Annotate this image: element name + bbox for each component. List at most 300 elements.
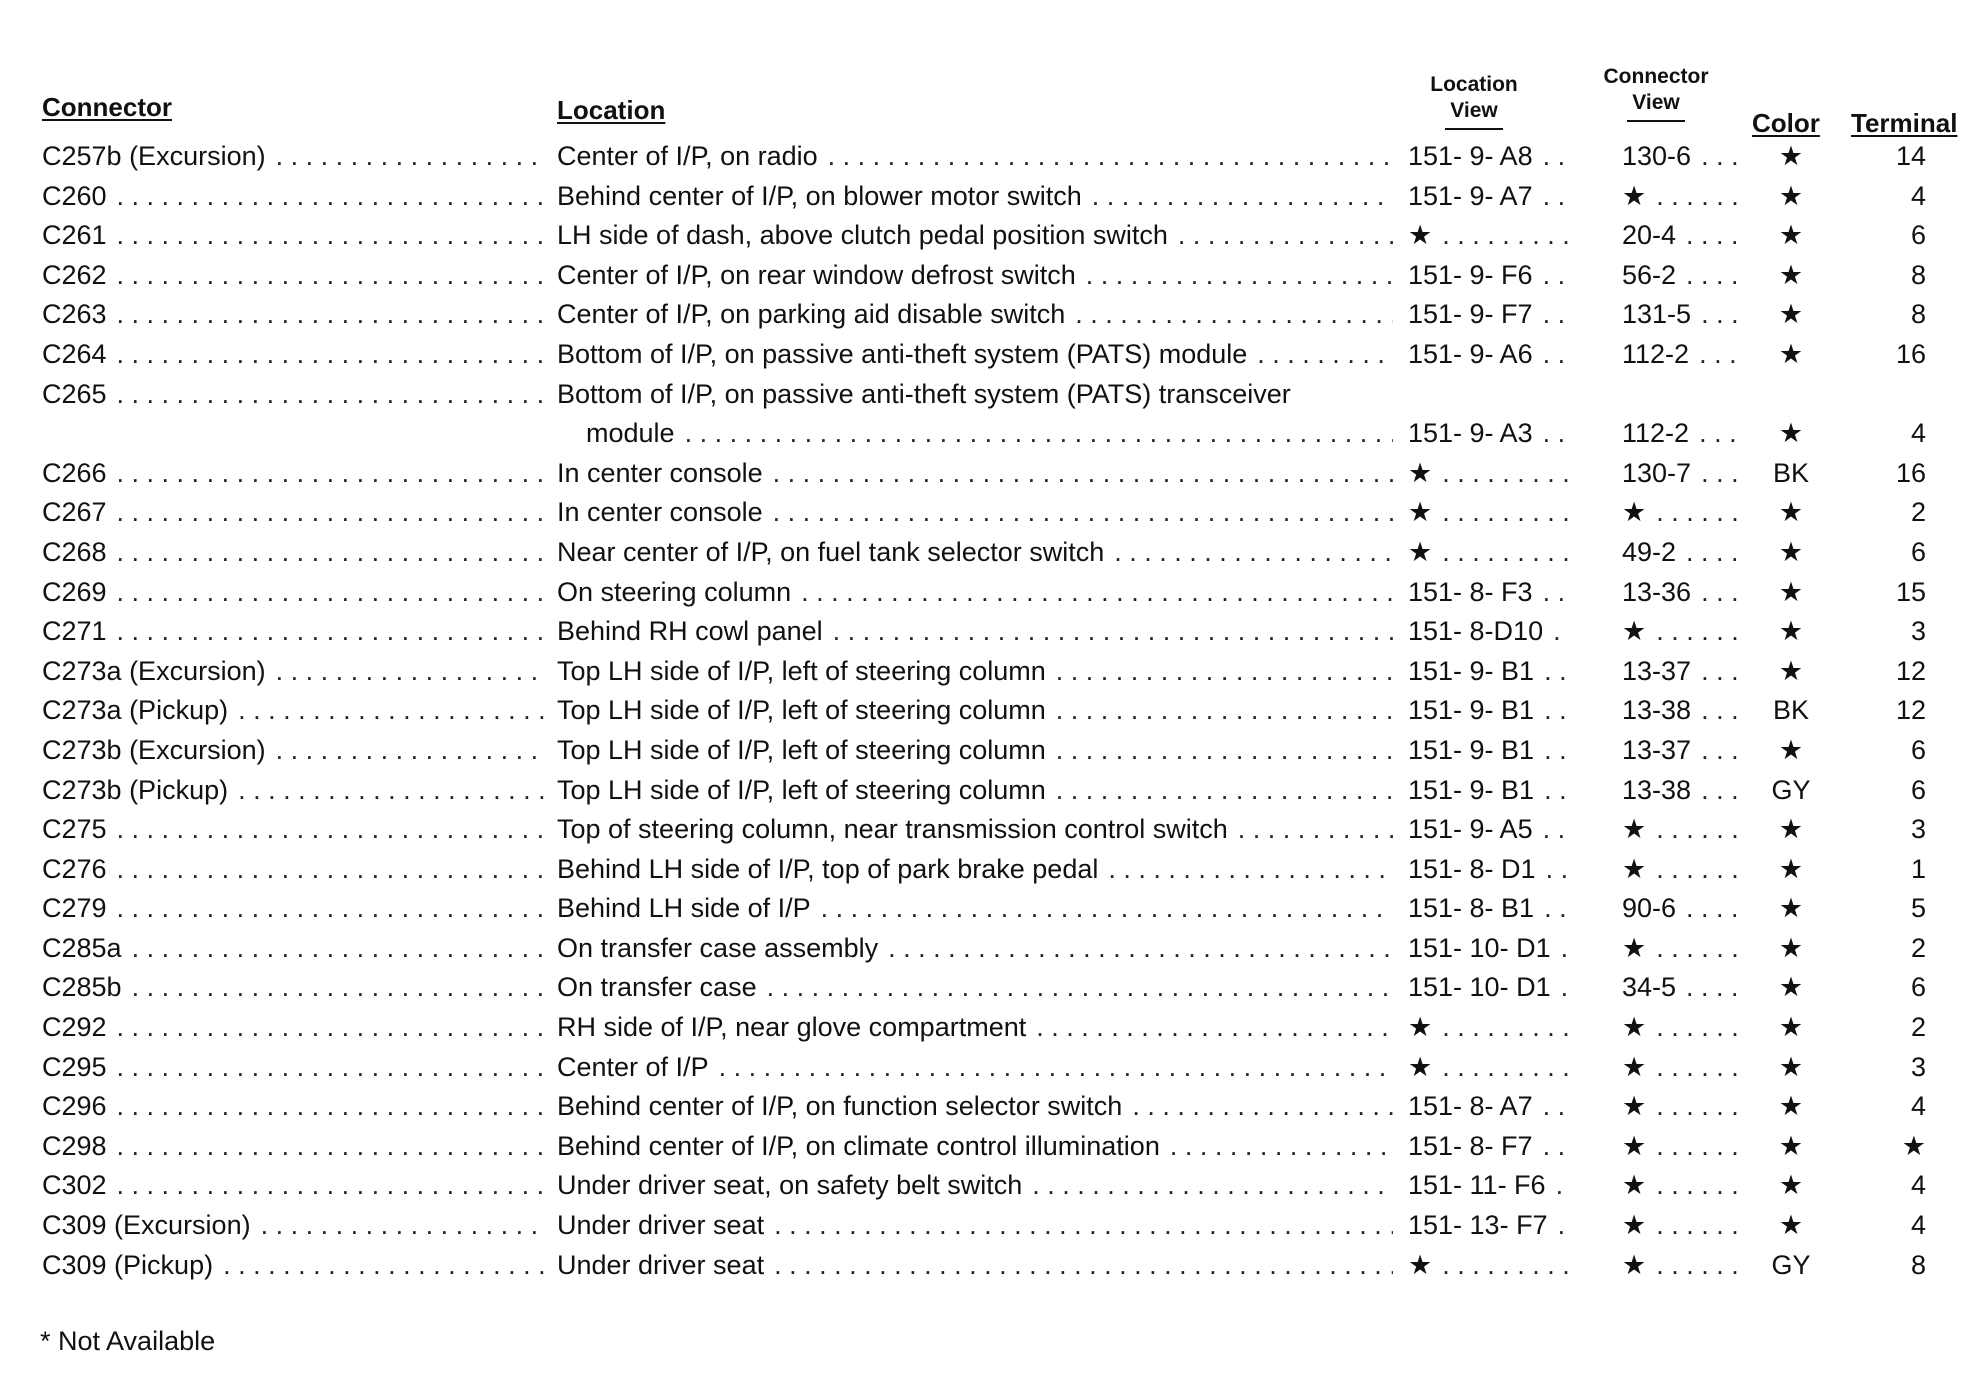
table-row bbox=[0, 375, 1980, 454]
location-cell-text: Top LH side of I/P, left of steering column bbox=[557, 774, 1046, 805]
dot-leader bbox=[1442, 1008, 1568, 1048]
color-cell-text: ★ bbox=[1778, 1051, 1804, 1082]
color-cell bbox=[1758, 850, 1824, 890]
dot-leader bbox=[117, 850, 546, 890]
terminal-cell-text: 6 bbox=[1910, 734, 1926, 765]
dot-leader bbox=[117, 1087, 546, 1127]
connector-view-cell bbox=[1622, 850, 1744, 890]
dot-leader bbox=[1686, 968, 1744, 1008]
color-cell bbox=[1758, 177, 1824, 217]
connector-view-cell bbox=[1622, 771, 1744, 811]
terminal-cell bbox=[1832, 1206, 1926, 1246]
header-rule bbox=[1445, 128, 1503, 130]
dot-leader bbox=[1086, 256, 1393, 296]
color-cell-text: ★ bbox=[1778, 536, 1804, 567]
color-cell bbox=[1758, 454, 1824, 494]
dot-leader bbox=[117, 454, 546, 494]
color-cell bbox=[1758, 1087, 1824, 1127]
table-row bbox=[0, 612, 1980, 652]
dot-leader bbox=[1556, 1166, 1568, 1206]
color-cell bbox=[1758, 731, 1824, 771]
table-row bbox=[0, 1127, 1980, 1167]
terminal-cell bbox=[1832, 414, 1926, 454]
location-cell-text: Under driver seat bbox=[557, 1210, 765, 1241]
location-view-cell bbox=[1408, 929, 1568, 969]
dot-leader bbox=[117, 216, 546, 256]
connector-view-cell bbox=[1622, 335, 1744, 375]
connector-view-cell bbox=[1622, 968, 1744, 1008]
location-view-cell bbox=[1408, 1246, 1568, 1286]
connector-view-cell-text: 13-38 bbox=[1622, 774, 1692, 805]
terminal-cell-text: ★ bbox=[1901, 1130, 1926, 1161]
connector-cell-text: C257b (Excursion) bbox=[42, 141, 266, 171]
terminal-cell-text: 2 bbox=[1910, 932, 1926, 963]
dot-leader bbox=[132, 968, 546, 1008]
terminal-cell-text: 3 bbox=[1910, 616, 1926, 647]
table-row bbox=[0, 771, 1980, 811]
connector-view-cell-text: 56-2 bbox=[1622, 259, 1677, 290]
connector-view-cell bbox=[1622, 493, 1744, 533]
location-cell-text: On transfer case assembly bbox=[557, 932, 879, 963]
table-row bbox=[0, 1048, 1980, 1088]
location-view-cell-text: ★ bbox=[1408, 1012, 1433, 1043]
dot-leader bbox=[1686, 216, 1744, 256]
connector-cell-text: C263 bbox=[42, 299, 107, 330]
connector-cell bbox=[42, 1166, 546, 1206]
dot-leader bbox=[1544, 771, 1568, 811]
dot-leader bbox=[719, 1048, 1393, 1088]
terminal-cell bbox=[1832, 335, 1926, 375]
connector-cell-text: C262 bbox=[42, 259, 107, 290]
terminal-cell bbox=[1832, 810, 1926, 850]
connector-view-cell bbox=[1622, 1048, 1744, 1088]
connector-cell-text: C296 bbox=[42, 1091, 107, 1122]
table-row bbox=[0, 1246, 1980, 1286]
terminal-cell-text: 5 bbox=[1910, 893, 1926, 924]
table-row bbox=[0, 652, 1980, 692]
location-cell bbox=[557, 929, 1393, 969]
connector-view-cell bbox=[1622, 1206, 1744, 1246]
dot-leader bbox=[833, 612, 1393, 652]
color-cell-text: ★ bbox=[1778, 299, 1804, 330]
dot-leader bbox=[238, 691, 546, 731]
connector-view-cell bbox=[1622, 414, 1744, 454]
dot-leader bbox=[1032, 1166, 1393, 1206]
color-cell bbox=[1758, 493, 1824, 533]
table-row bbox=[0, 929, 1980, 969]
location-cell bbox=[557, 612, 1393, 652]
terminal-cell-text: 4 bbox=[1910, 1091, 1926, 1122]
connector-cell-text: C267 bbox=[42, 497, 107, 528]
location-cell-text: Behind RH cowl panel bbox=[557, 616, 823, 647]
connector-view-cell bbox=[1622, 1087, 1744, 1127]
header-connector: Connector bbox=[42, 92, 172, 122]
dot-leader bbox=[1656, 177, 1744, 217]
location-view-cell bbox=[1408, 256, 1568, 296]
location-cell bbox=[557, 1206, 1393, 1246]
dot-leader bbox=[1558, 1206, 1568, 1246]
location-cell-text: Behind LH side of I/P, top of park brake pedal bbox=[557, 853, 1099, 884]
connector-view-cell-text: ★ bbox=[1622, 1210, 1647, 1241]
location-view-cell bbox=[1408, 1048, 1568, 1088]
dot-leader bbox=[1686, 256, 1744, 296]
terminal-cell bbox=[1832, 1127, 1926, 1167]
location-view-cell-text: ★ bbox=[1408, 497, 1433, 528]
connector-view-cell bbox=[1622, 810, 1744, 850]
terminal-cell bbox=[1832, 295, 1926, 335]
color-cell-text: ★ bbox=[1778, 1091, 1804, 1122]
connector-cell bbox=[42, 256, 546, 296]
dot-leader bbox=[774, 1206, 1393, 1246]
location-view-cell-text: 151- 8- F7 bbox=[1408, 1130, 1533, 1161]
color-cell bbox=[1758, 533, 1824, 573]
location-cell-text: Top LH side of I/P, left of steering column bbox=[557, 734, 1046, 765]
terminal-cell bbox=[1832, 731, 1926, 771]
location-cell-text: Behind LH side of I/P bbox=[557, 893, 811, 924]
terminal-cell-text: 4 bbox=[1910, 418, 1926, 449]
connector-cell-text: C273a (Pickup) bbox=[42, 695, 229, 726]
dot-leader bbox=[1544, 889, 1568, 929]
connector-cell bbox=[42, 375, 546, 415]
location-cell-text: Center of I/P, on radio bbox=[557, 141, 818, 171]
location-cell bbox=[557, 1008, 1393, 1048]
location-view-cell bbox=[1408, 810, 1568, 850]
connector-cell bbox=[42, 493, 546, 533]
footnote: * Not Available bbox=[40, 1326, 216, 1356]
dot-leader bbox=[1656, 493, 1744, 533]
location-cell-text: Behind center of I/P, on blower motor switch bbox=[557, 180, 1082, 211]
header-connector-view bbox=[1596, 64, 1716, 122]
dot-leader bbox=[1036, 1008, 1393, 1048]
color-cell-text: ★ bbox=[1778, 655, 1804, 686]
connector-view-cell-text: ★ bbox=[1622, 1130, 1647, 1161]
location-cell bbox=[557, 652, 1393, 692]
dot-leader bbox=[1056, 691, 1393, 731]
location-view-cell-text: ★ bbox=[1408, 457, 1433, 488]
connector-cell bbox=[42, 691, 546, 731]
color-cell bbox=[1758, 256, 1824, 296]
dot-leader bbox=[1699, 414, 1744, 454]
header-location-view bbox=[1414, 72, 1534, 130]
location-view-cell-text: 151- 9- F6 bbox=[1408, 259, 1533, 290]
connector-view-cell-text: 112-2 bbox=[1622, 418, 1690, 449]
terminal-cell bbox=[1832, 177, 1926, 217]
terminal-cell bbox=[1832, 454, 1926, 494]
dot-leader bbox=[1656, 810, 1744, 850]
color-cell-text: BK bbox=[1772, 457, 1810, 488]
dot-leader bbox=[1561, 929, 1568, 969]
location-view-cell bbox=[1408, 216, 1568, 256]
connector-view-cell bbox=[1622, 177, 1744, 217]
dot-leader bbox=[117, 335, 546, 375]
location-view-cell-text: 151- 10- D1 bbox=[1408, 932, 1551, 963]
dot-leader bbox=[1701, 771, 1744, 811]
location-cell-text: RH side of I/P, near glove compartment bbox=[557, 1012, 1027, 1043]
header-terminal: Terminal bbox=[1851, 108, 1958, 138]
location-cell-text: On transfer case bbox=[557, 972, 757, 1003]
dot-leader bbox=[132, 929, 546, 969]
location-view-cell-text: 151- 9- B1 bbox=[1408, 774, 1535, 805]
connector-view-cell-text: 13-36 bbox=[1622, 576, 1692, 607]
dot-leader bbox=[276, 652, 546, 692]
dot-leader bbox=[1170, 1127, 1393, 1167]
dot-leader bbox=[1656, 1246, 1744, 1286]
location-cell-line2-text: module bbox=[586, 418, 675, 449]
connector-cell-text: C302 bbox=[42, 1170, 107, 1201]
connector-cell-text: C266 bbox=[42, 457, 107, 488]
dot-leader bbox=[276, 731, 546, 771]
terminal-cell bbox=[1832, 1087, 1926, 1127]
connector-view-cell-text: 131-5 bbox=[1622, 299, 1692, 330]
header-rule bbox=[1627, 120, 1685, 122]
connector-view-cell-text: 112-2 bbox=[1622, 338, 1690, 369]
terminal-cell-text: 2 bbox=[1910, 1012, 1926, 1043]
color-cell bbox=[1758, 1048, 1824, 1088]
connector-view-cell-text: 13-38 bbox=[1622, 695, 1692, 726]
location-cell bbox=[557, 968, 1393, 1008]
dot-leader bbox=[1656, 929, 1744, 969]
color-cell bbox=[1758, 810, 1824, 850]
location-cell bbox=[557, 295, 1393, 335]
location-view-cell-text: 151- 8- A7 bbox=[1408, 1091, 1533, 1122]
table-row bbox=[0, 295, 1980, 335]
location-view-cell-text: 151- 8- F3 bbox=[1408, 576, 1533, 607]
connector-cell bbox=[42, 295, 546, 335]
dot-leader bbox=[1544, 691, 1568, 731]
color-cell bbox=[1758, 1166, 1824, 1206]
connector-cell bbox=[42, 1127, 546, 1167]
dot-leader bbox=[1092, 177, 1393, 217]
dot-leader bbox=[1543, 1127, 1568, 1167]
connector-cell-text: C273b (Pickup) bbox=[42, 774, 229, 805]
connector-view-cell bbox=[1622, 1166, 1744, 1206]
color-cell bbox=[1758, 335, 1824, 375]
color-cell bbox=[1758, 771, 1824, 811]
connector-cell-text: C273a (Excursion) bbox=[42, 655, 266, 686]
dot-leader bbox=[117, 1048, 546, 1088]
dot-leader bbox=[828, 137, 1393, 177]
header-connector-view-line2: View bbox=[1632, 91, 1680, 114]
connector-cell bbox=[42, 810, 546, 850]
dot-leader bbox=[1543, 335, 1568, 375]
location-view-cell-text: ★ bbox=[1408, 220, 1433, 251]
dot-leader bbox=[117, 1166, 546, 1206]
terminal-cell-text: 6 bbox=[1910, 536, 1926, 567]
connector-cell-text: C265 bbox=[42, 378, 107, 409]
location-cell bbox=[557, 1048, 1393, 1088]
connector-cell-text: C271 bbox=[42, 616, 107, 647]
location-view-cell bbox=[1408, 691, 1568, 731]
color-cell bbox=[1758, 414, 1824, 454]
location-view-cell-text: 151- 10- D1 bbox=[1408, 972, 1551, 1003]
color-cell-text: ★ bbox=[1778, 1170, 1804, 1201]
table-row bbox=[0, 731, 1980, 771]
color-cell-text: GY bbox=[1771, 774, 1811, 805]
dot-leader bbox=[1553, 612, 1568, 652]
terminal-cell-text: 6 bbox=[1910, 972, 1926, 1003]
connector-cell bbox=[42, 929, 546, 969]
connector-view-cell bbox=[1622, 1008, 1744, 1048]
color-cell-text: ★ bbox=[1778, 497, 1804, 528]
location-view-cell-text: ★ bbox=[1408, 1051, 1433, 1082]
location-view-cell-text: 151- 9- B1 bbox=[1408, 655, 1535, 686]
color-cell-text: ★ bbox=[1778, 853, 1804, 884]
location-cell bbox=[557, 216, 1393, 256]
connector-view-cell bbox=[1622, 533, 1744, 573]
table-row bbox=[0, 1008, 1980, 1048]
location-view-cell-text: 151- 9- F7 bbox=[1408, 299, 1533, 330]
connector-view-cell-text: 130-7 bbox=[1622, 457, 1692, 488]
location-view-cell-text: 151- 9- B1 bbox=[1408, 695, 1535, 726]
dot-leader bbox=[1108, 850, 1393, 890]
dot-leader bbox=[117, 493, 546, 533]
table-row bbox=[0, 573, 1980, 613]
connector-view-cell-text: ★ bbox=[1622, 853, 1647, 884]
location-cell-text: Top LH side of I/P, left of steering column bbox=[557, 695, 1046, 726]
dot-leader bbox=[1056, 731, 1393, 771]
location-cell-text: Top LH side of I/P, left of steering column bbox=[557, 655, 1046, 686]
dot-leader bbox=[117, 1008, 546, 1048]
header-location: Location bbox=[557, 95, 666, 125]
terminal-cell bbox=[1832, 691, 1926, 731]
connector-view-cell-text: ★ bbox=[1622, 1012, 1647, 1043]
dot-leader bbox=[276, 137, 546, 177]
color-cell-text: ★ bbox=[1778, 141, 1804, 171]
dot-leader bbox=[773, 493, 1393, 533]
location-view-cell-text: 151- 9- A3 bbox=[1408, 418, 1533, 449]
color-cell-text: ★ bbox=[1778, 734, 1804, 765]
table-row bbox=[0, 216, 1980, 256]
connector-view-cell bbox=[1622, 137, 1744, 177]
dot-leader bbox=[1701, 295, 1744, 335]
color-cell bbox=[1758, 1127, 1824, 1167]
location-view-cell-text: 151- 11- F6 bbox=[1408, 1170, 1546, 1201]
dot-leader bbox=[1442, 216, 1568, 256]
connector-view-cell-text: ★ bbox=[1622, 497, 1647, 528]
location-cell bbox=[557, 1166, 1393, 1206]
location-cell-text: On steering column bbox=[557, 576, 792, 607]
connector-view-cell bbox=[1622, 929, 1744, 969]
connector-view-cell bbox=[1622, 731, 1744, 771]
connector-view-cell-text: 90-6 bbox=[1622, 893, 1677, 924]
color-cell bbox=[1758, 216, 1824, 256]
location-cell bbox=[557, 335, 1393, 375]
location-view-cell bbox=[1408, 850, 1568, 890]
connector-cell-text: C309 (Excursion) bbox=[42, 1210, 251, 1241]
terminal-cell-text: 6 bbox=[1910, 774, 1926, 805]
connector-view-cell-text: ★ bbox=[1622, 1091, 1647, 1122]
connector-cell bbox=[42, 652, 546, 692]
connector-view-cell-text: 34-5 bbox=[1622, 972, 1677, 1003]
color-cell-text: ★ bbox=[1778, 259, 1804, 290]
connector-cell-text: C295 bbox=[42, 1051, 107, 1082]
header-color: Color bbox=[1752, 108, 1820, 138]
connector-cell bbox=[42, 1206, 546, 1246]
dot-leader bbox=[261, 1206, 546, 1246]
terminal-cell bbox=[1832, 493, 1926, 533]
dot-leader bbox=[117, 295, 546, 335]
terminal-cell bbox=[1832, 137, 1926, 177]
color-cell bbox=[1758, 1008, 1824, 1048]
connector-view-cell bbox=[1622, 889, 1744, 929]
dot-leader bbox=[117, 612, 546, 652]
dot-leader bbox=[1442, 493, 1568, 533]
connector-cell-text: C261 bbox=[42, 220, 107, 251]
dot-leader bbox=[1656, 850, 1744, 890]
dot-leader bbox=[117, 533, 546, 573]
terminal-cell-text: 4 bbox=[1910, 1210, 1926, 1241]
color-cell bbox=[1758, 929, 1824, 969]
connector-view-cell bbox=[1622, 691, 1744, 731]
dot-leader bbox=[1056, 771, 1393, 811]
connector-view-cell-text: 13-37 bbox=[1622, 655, 1692, 686]
dot-leader bbox=[238, 771, 546, 811]
terminal-cell-text: 4 bbox=[1910, 180, 1926, 211]
location-view-cell bbox=[1408, 454, 1568, 494]
dot-leader bbox=[1056, 652, 1393, 692]
color-cell bbox=[1758, 889, 1824, 929]
color-cell-text: ★ bbox=[1778, 893, 1804, 924]
location-view-cell-text: 151- 9- A6 bbox=[1408, 338, 1533, 369]
location-view-cell bbox=[1408, 533, 1568, 573]
connector-view-cell bbox=[1622, 295, 1744, 335]
dot-leader bbox=[1543, 256, 1568, 296]
table-row bbox=[0, 256, 1980, 296]
location-cell bbox=[557, 375, 1393, 454]
table-row bbox=[0, 335, 1980, 375]
connector-table bbox=[0, 137, 1980, 1285]
color-cell-text: ★ bbox=[1778, 972, 1804, 1003]
dot-leader bbox=[1656, 1087, 1744, 1127]
location-cell bbox=[557, 256, 1393, 296]
dot-leader bbox=[1686, 533, 1744, 573]
connector-cell-text: C275 bbox=[42, 814, 107, 845]
connector-view-cell-text: 13-37 bbox=[1622, 734, 1692, 765]
location-view-cell bbox=[1408, 335, 1568, 375]
dot-leader bbox=[117, 1127, 546, 1167]
location-cell bbox=[557, 731, 1393, 771]
dot-leader bbox=[774, 1246, 1393, 1286]
dot-leader bbox=[117, 256, 546, 296]
terminal-cell-text: 16 bbox=[1895, 457, 1926, 488]
location-cell-line2 bbox=[586, 414, 1393, 454]
connector-cell bbox=[42, 137, 546, 177]
location-cell bbox=[557, 771, 1393, 811]
color-cell-text: ★ bbox=[1778, 418, 1804, 449]
location-view-cell bbox=[1408, 612, 1568, 652]
dot-leader bbox=[1178, 216, 1393, 256]
terminal-cell bbox=[1832, 1246, 1926, 1286]
dot-leader bbox=[888, 929, 1393, 969]
terminal-cell-text: 2 bbox=[1910, 497, 1926, 528]
dot-leader bbox=[1656, 612, 1744, 652]
location-view-cell bbox=[1408, 295, 1568, 335]
connector-view-cell-text: ★ bbox=[1622, 1051, 1647, 1082]
connector-cell-text: C273b (Excursion) bbox=[42, 734, 266, 765]
connector-view-cell bbox=[1622, 1246, 1744, 1286]
connector-view-cell-text: 49-2 bbox=[1622, 536, 1677, 567]
terminal-cell-text: 8 bbox=[1910, 299, 1926, 330]
dot-leader bbox=[1544, 652, 1568, 692]
location-cell bbox=[557, 810, 1393, 850]
color-cell-text: ★ bbox=[1778, 576, 1804, 607]
location-cell bbox=[557, 1087, 1393, 1127]
location-cell bbox=[557, 454, 1393, 494]
table-row bbox=[0, 493, 1980, 533]
color-cell-text: ★ bbox=[1778, 814, 1804, 845]
connector-view-cell-text: ★ bbox=[1622, 1249, 1647, 1280]
location-view-cell-text: 151- 9- A8 bbox=[1408, 141, 1533, 171]
